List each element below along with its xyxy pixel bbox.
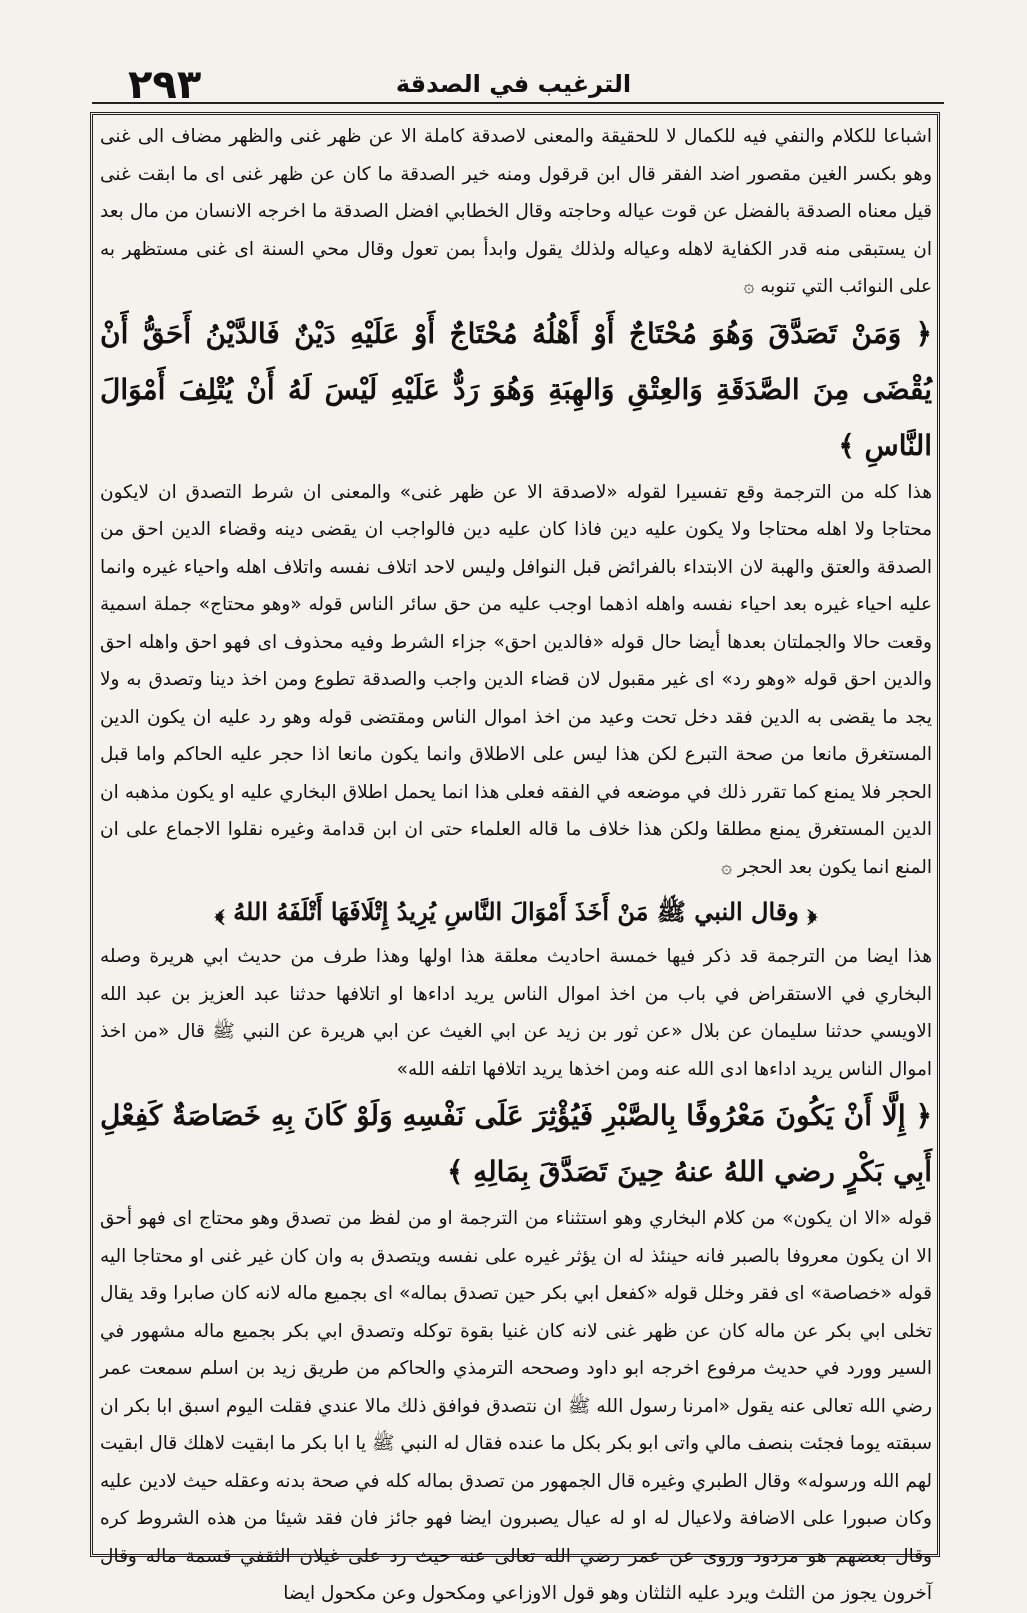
- page-number: ۲۹۳: [128, 62, 202, 108]
- commentary-paragraph-4: قوله «الا ان يكون» من كلام البخاري وهو استثناء من الترجمة او من لفظ من تصدق وهو محتاج اى فهو أحق الا ان يكون معروفا بالصبر فانه حينئذ له ان يؤثر غيره على نفسه ويتصدق به وان كان غير غنى او محتاجا اليه قوله «خصاصة» اى فقر وخلل قوله «كفعل ابي بكر حين تصدق بماله» اى بجميع ماله لانه كان صابرا وقد يقال تخلى ابي بكر عن ماله كان عن ظهر غنى لانه كان غنيا بقوة توكله وتصدق ابي بكر بجميع ماله مشهور في السير وورد في حديث مرفوع اخرجه ابو داود وصححه الترمذي والحاكم من طريق زيد بن اسلم سمعت عمر رضي الله تعالى عنه يقول «امرنا رسول الله ﷺ ان نتصدق فوافق ذلك مالا عندي فقلت اليوم اسبق ابا بكر ان سبقته يوما فجئت بنصف مالي واتى ابو بكر بكل ما عنده فقال له النبي ﷺ يا ابا بكر ما ابقيت لاهلك قال ابقيت لهم الله ورسوله» وقال الطبري وغيره قال الجمهور من تصدق بماله كله في صحة بدنه وعقله حيث لادين عليه وكان صبورا على الاضافة ولاعيال له او له عيال يصبرون ايضا فهو جائز فان فقد شيئا من هذه الشروط كره وقال بعضهم هو مردود وروى عن عمر رضي الله تعالى عنه حيث رد على غيلان الثقفي قسمة ماله وقال آخرون يجوز من الثلث ويرد عليه الثلثان وهو قول الاوزاعي ومكحول وعن مكحول ايضا: [100, 1208, 932, 1604]
- header-rule: [92, 102, 944, 104]
- quoted-text-1: ﴿ وَمَنْ تَصَدَّقَ وَهُوَ مُحْتَاجٌ أَوْ أَهْلُهُ مُحْتَاجٌ أَوْ عَلَيْهِ دَيْنٌ فَالدَّيْنُ أَحَقُّ أَنْ يُقْضَى مِنَ الصَّدَقَةِ وَالعِتْقِ وَالهِبَةِ وَهُوَ رَدٌّ عَلَيْهِ لَيْسَ لَهُ أَنْ يُتْلِفَ أَمْوَالَ النَّاسِ ﴾: [100, 316, 932, 462]
- main-text: [100, 118, 932, 1604]
- commentary-paragraph-1: اشباعا للكلام والنفي فيه للكمال لا للحقيقة والمعنى لاصدقة كاملة الا عن ظهر غنى والظهر مضاف الى غنى وهو بكسر الغين مقصور اضد الفقر قال ابن قرقول ومنه خير الصدقة ما كان عن ظهر غنى اى ما ابقت غنى قيل معناه الصدقة بالفضل عن قوت عياله وحاجته وقال الخطابي افضل الصدقة ما اخرجه الانسان من مال بعد ان يستبقى منه قدر الكفاية لاهله وعياله ولذلك يقول وابدأ بمن تعول وقال محي السنة اى غنى مستظهر به على النوائب التي تنوبه ۞: [100, 126, 932, 297]
- page-header: [0, 0, 1027, 110]
- running-title: الترغيب في الصدقة: [395, 70, 632, 98]
- quoted-text-2: ﴿ إِلَّا أَنْ يَكُونَ مَعْرُوفًا بِالصَّبْرِ فَيُؤْثِرَ عَلَى نَفْسِهِ وَلَوْ كَانَ بِهِ خَصَاصَةٌ كَفِعْلِ أَبِي بَكْرٍ رضي اللهُ عنهُ حِينَ تَصَدَّقَ بِمَالِهِ ﴾: [100, 1099, 932, 1188]
- commentary-paragraph-3: هذا ايضا من الترجمة قد ذكر فيها خمسة احاديث معلقة هذا اولها وهذا طرف من حديث ابي هريرة وصله البخاري في الاستقراض في باب من اخذ اموال الناس يريد اداءها او اتلافها حدثنا عبد العزيز بن عبد الله الاويسي حدثنا سليمان عن بلال «عن ثور بن زيد عن ابي الغيث عن ابي هريرة عن النبي ﷺ قال «من اخذ اموال الناس يريد اداءها ادى الله عنه ومن اخذها يريد اتلافها اتلفه الله»: [100, 946, 932, 1080]
- commentary-paragraph-2: هذا كله من الترجمة وقع تفسيرا لقوله «لاصدقة الا عن ظهر غنى» والمعنى ان شرط التصدق ان لايكون محتاجا ولا اهله محتاجا ولا يكون عليه دين فاذا كان عليه دين فالواجب ان يقضى دينه وقضاء الدين احق من الصدقة والعتق والهبة لان الابتداء بالفرائض قبل النوافل وليس لاحد اتلاف نفسه واتلاف اهله واحياء غيره وانما عليه احياء غيره بعد احياء نفسه واهله اذهما اوجب عليه من حق سائر الناس قوله «وهو محتاج» جملة اسمية وقعت حالا والجملتان بعدها أيضا حال قوله «فالدين احق» جزاء الشرط وفيه محذوف اى فهو احق واهله احق والدين احق قوله «وهو رد» اى غير مقبول لان قضاء الدين واجب والصدقة تطوع ومن اخذ دينا وتصدق به ولا يجد ما يقضى به الدين فقد دخل تحت وعيد من اخذ اموال الناس ومقتضى قوله وهو رد عليه ان يكون الدين المستغرق مانعا من صحة التبرع لكن هذا ليس على الاطلاق وانما يكون مانعا اذا حجر عليه الحاكم واما قبل الحجر فلا يمنع كما تقرر ذلك في موضعه في الفقه فعلى هذا انما يحمل اطلاق البخاري عليه او يكون مذهبه ان الدين المستغرق يمنع مطلقا ولكن هذا خلاف ما قاله العلماء حتى ان ابن قدامة وغيره نقلوا الاجماع على ان المنع انما يكون بعد الحجر ۞: [100, 481, 932, 878]
- hadith-quote: ﴿ وقال النبي ﷺ مَنْ أَخَذَ أَمْوَالَ النَّاسِ يُرِيدُ إِتْلَافَهَا أَتْلَفَهُ اللهُ ﴾: [214, 897, 818, 926]
